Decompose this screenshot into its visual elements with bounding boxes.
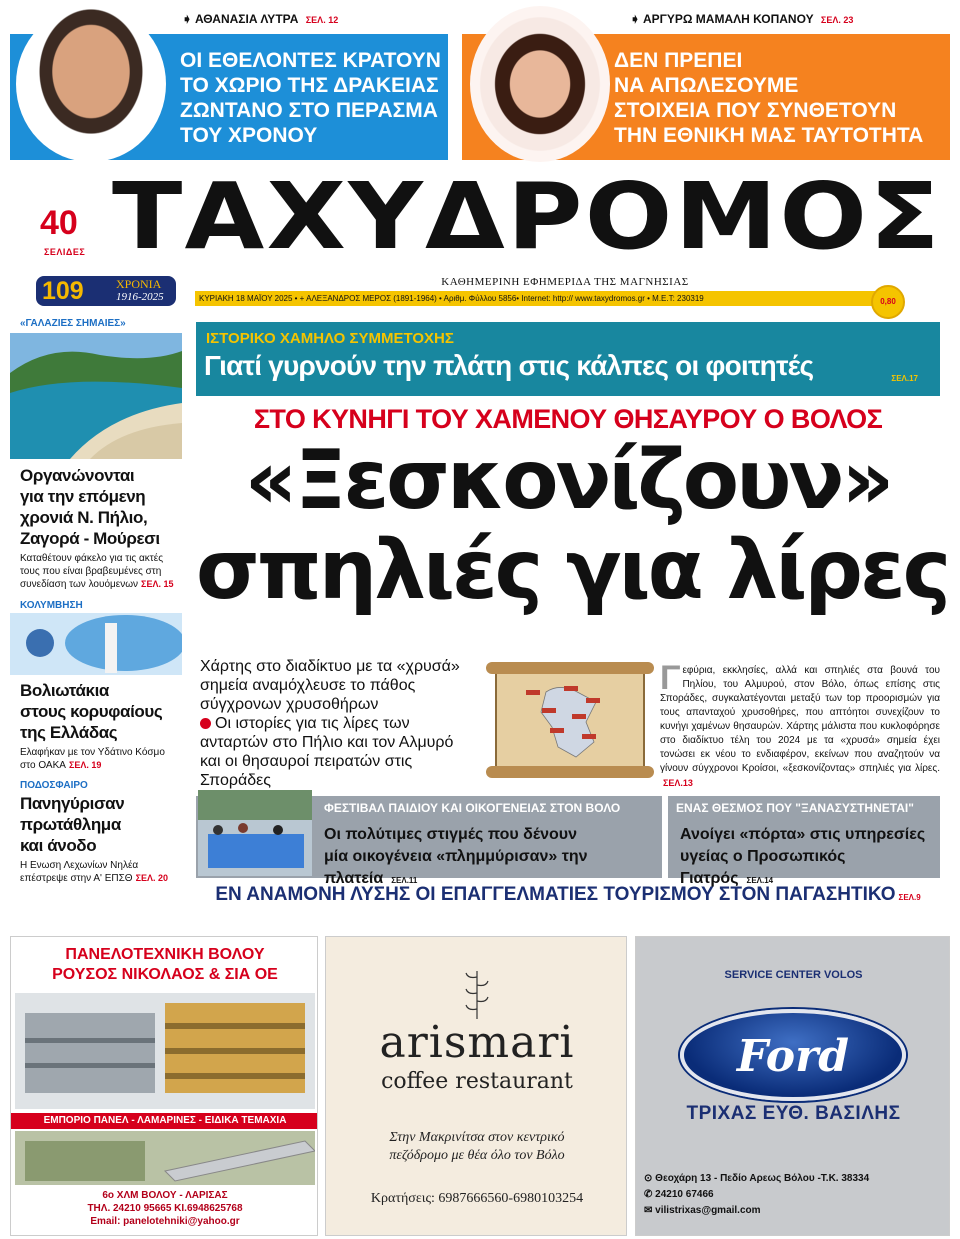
ad1-strip: ΕΜΠΟΡΙΟ ΠΑΝΕΛ - ΛΑΜΑΡΙΝΕΣ - ΕΙΔΙΚΑ ΤΕΜΑΧΙΑ <box>11 1113 318 1129</box>
left-s1-body: Καταθέτουν φάκελο για τις ακτές τους που είναι βραβευμένες στη συνεδίαση των λουόμενων ΣΕΛ. 15 <box>20 553 174 590</box>
banner-headline: Γιατί γυρνούν την πλάτη στις κάλπες οι φοιτητές <box>204 350 814 381</box>
double-arrow-icon: ➧ <box>630 12 641 26</box>
bullet-dot-icon <box>200 718 211 729</box>
main-body-page: ΣΕΛ.13 <box>663 778 693 788</box>
sheets-photo <box>15 1131 315 1185</box>
section-label-football: ΠΟΔΟΣΦΑΙΡΟ <box>20 780 88 791</box>
ford-logo-text: Ford <box>736 1031 850 1082</box>
left-s3-page: ΣΕΛ. 20 <box>135 873 168 883</box>
bottom-headline-page: ΣΕΛ.9 <box>898 893 921 902</box>
feature-doctor-page: ΣΕΛ.14 <box>746 876 774 885</box>
banner-page: ΣΕΛ.17 <box>891 374 918 383</box>
ad2-desc2: πεζόδρομο με θέα όλο τον Βόλο <box>389 1148 565 1163</box>
section-label-swimming: ΚΟΛΥΜΒΗΣΗ <box>20 600 83 611</box>
left-s2-body: Ελαφήκαν με τον Υδάτινο Κόσμο στο ΟΑΚΑ ΣΕΛ. 19 <box>20 747 165 771</box>
teaser-left-page: ΣΕΛ. 12 <box>305 15 339 25</box>
portrait-mamali <box>470 6 610 162</box>
portrait-lytra <box>16 6 166 162</box>
feature-doctor-kicker: ΕΝΑΣ ΘΕΣΜΟΣ ΠΟΥ "ΞΑΝΑΣΥΣΤΗΝΕΤΑΙ" <box>676 801 914 815</box>
feature-doctor[interactable] <box>668 796 940 887</box>
bottom-headline[interactable]: ΕΝ ΑΝΑΜΟΝΗ ΛΥΣΗΣ ΟΙ ΕΠΑΓΓΕΛΜΑΤΙΕΣ ΤΟΥΡΙΣΜΟΥ ΣΤΟΝ ΠΑΓΑΣΗΤΙΚΟ ΣΕΛ.9 <box>215 884 921 905</box>
double-arrow-icon: ➧ <box>182 12 193 26</box>
years-badge <box>36 276 176 306</box>
teaser-left-kicker <box>182 12 338 26</box>
ad-arismari[interactable] <box>325 936 627 1236</box>
ad1-title1: ΠΑΝΕΛΟΤΕΧΝΙΚΗ ΒΟΛΟΥ <box>65 946 265 963</box>
panels-photo <box>15 993 315 1109</box>
ad3-address: Θεοχάρη 13 - Πεδίο Αρεως Βόλου -Τ.Κ. 38334 <box>655 1173 870 1184</box>
main-kicker: ΣΤΟ ΚΥΝΗΓΙ ΤΟΥ ΧΑΜΕΝΟΥ ΘΗΣΑΥΡΟΥ Ο ΒΟΛΟΣ <box>253 404 883 434</box>
years-range: 1916-2025 <box>116 291 164 303</box>
teaser-right-kicker <box>630 12 853 26</box>
teaser-right-name: ΑΡΓΥΡΩ ΜΑΜΑΛΗ ΚΟΠΑΝΟΥ <box>642 12 814 26</box>
drop-cap: Γ <box>660 659 681 697</box>
ad1-title2: ΡΟΥΣΟΣ ΝΙΚΟΛΑΟΣ & ΣΙΑ ΟΕ <box>52 966 278 983</box>
banner-kicker: ΙΣΤΟΡΙΚΟ ΧΑΜΗΛΟ ΣΥΜΜΕΤΟΧΗΣ <box>206 330 454 347</box>
ad-ford[interactable] <box>635 936 950 1236</box>
ad-panelotechniki[interactable] <box>10 936 318 1236</box>
ad2-phone: Κρατήσεις: 6987666560-6980103254 <box>370 1191 584 1206</box>
ad1-email[interactable]: Email: panelotehniki@yahoo.gr <box>90 1216 240 1227</box>
left-s1-headline[interactable]: Οργανώνονται για την επόμενη χρονιά Ν. Πήλιο, Ζαγορά - Μούρεσι <box>20 466 160 548</box>
teaser-right-page: ΣΕΛ. 23 <box>820 15 854 25</box>
ad3-top: SERVICE CENTER VOLOS <box>724 969 863 981</box>
pages-label: ΣΕΛΙΔΕΣ <box>44 247 86 257</box>
main-headline-line1: «Ξεσκονίζουν» <box>244 433 892 528</box>
feature-doctor-headline: Ανοίγει «πόρτα» στις υπηρεσίες υγείας ο Προσωπικός Γιατρός ΣΕΛ.14 <box>680 826 926 887</box>
teaser-left-headline: ΟΙ ΕΘΕΛΟΝΤΕΣ ΚΡΑΤΟΥΝ ΤΟ ΧΩΡΙΟ ΤΗΣ ΔΡΑΚΕΙΑΣ ΖΩΝΤΑΝΟ ΣΤΟ ΠΕΡΑΣΜΑ ΤΟΥ ΧΡΟΝΟΥ <box>180 49 441 147</box>
main-headline-line2: σπηλιές για λίρες <box>196 523 949 618</box>
ad3-phone: 24210 67466 <box>655 1189 714 1200</box>
ad2-desc1: Στην Μακρινίτσα στον κεντρικό <box>389 1130 565 1145</box>
festival-photo <box>198 790 312 876</box>
main-headline[interactable] <box>196 433 949 618</box>
feature-festival-kicker: ΦΕΣΤΙΒΑΛ ΠΑΙΔΙΟΥ ΚΑΙ ΟΙΚΟΓΕΝΕΙΑΣ ΣΤΟΝ ΒΟΛΟ <box>324 801 621 815</box>
newspaper-title[interactable]: ΤΑΧΥΔΡΟΜΟΣ <box>112 163 942 270</box>
left-s1-page: ΣΕΛ. 15 <box>141 579 174 589</box>
pages-count: 40 <box>40 204 78 242</box>
ad1-phone: ΤΗΛ. 24210 95665 ΚΙ.6948625768 <box>87 1203 243 1214</box>
location-icon: ⊙ <box>644 1173 653 1184</box>
years-number: 109 <box>42 277 84 305</box>
left-column <box>10 318 182 885</box>
main-body: Γεφύρια, εκκλησίες, αλλά και σπηλιές στα βουνά του Πηλίου, του Αλμυρού, στον Βόλο, όπως επίσης στις Σποράδες, συγκαλατέγονται μεταξύ των top προορισμών για τους απανταχού χρυσοθήρες, που απτόητοι συνεχίζουν το κυνήγι χαμένων θησαυρών. Χάρτης μάλιστα που κυκλοφόρησε στο διαδίκτυο τέλη του 2024 με τα «χρυσά» σημεία έχει τονώσει εκ νέου το ενδιαφέρον, εκείνων που αναζητούν να γίνουν σύγχρονοι Κροίσοι, «ξεσκονίζοντας» σπηλιές για λίρες. ΣΕΛ.13 <box>660 659 940 788</box>
masthead-subtitle: ΚΑΘΗΜΕΡΙΝΗ ΕΦΗΜΕΡΙΔΑ ΤΗΣ ΜΑΓΝΗΣΙΑΣ <box>441 276 689 288</box>
ad2-brand: arismari <box>379 1017 575 1068</box>
feature-festival[interactable] <box>196 796 662 887</box>
main-lead: Χάρτης στο διαδίκτυο με τα «χρυσά» σημεία αναμόχλευσε το πάθος σύγχρονων χρυσοθήρων Οι ιστορίες για τις λίρες των ανταρτών στο Πήλιο και τον Αλμυρό και οι θησαυροί πειρατών στις Σποράδες <box>200 658 460 789</box>
ad1-address: 6ο ΧΛΜ ΒΟΛΟΥ - ΛΑΡΙΣΑΣ <box>102 1190 228 1201</box>
banner-students[interactable] <box>196 322 940 396</box>
ad3-email[interactable]: vilistrixas@gmail.com <box>655 1205 761 1216</box>
teaser-right-headline: ΔΕΝ ΠΡΕΠΕΙ ΝΑ ΑΠΩΛΕΣΟΥΜΕ ΣΤΟΙΧΕΙΑ ΠΟΥ ΣΥΝΘΕΤΟΥΝ ΤΗΝ ΕΘΝΙΚΗ ΜΑΣ ΤΑΥΤΟΤΗΤΑ <box>614 49 924 147</box>
beach-photo <box>10 333 182 459</box>
treasure-map-image <box>486 662 654 778</box>
teaser-left-name: ΑΘΑΝΑΣΙΑ ΛΥΤΡΑ <box>194 12 299 26</box>
left-s3-body: Η Ενωση Λεχωνίων Νηλέα επέστρεψε στην Α' ΕΠΣΘ ΣΕΛ. 20 <box>20 860 168 884</box>
section-label-blue-flags: «ΓΑΛΑΖΙΕΣ ΣΗΜΑΙΕΣ» <box>20 318 126 329</box>
email-icon: ✉ <box>644 1205 653 1216</box>
phone-icon: ✆ <box>644 1189 653 1200</box>
price-badge: 0,80 <box>871 285 905 319</box>
left-s3-headline[interactable]: Πανηγύρισαν πρωτάθλημα και άνοδο <box>20 794 125 855</box>
ad3-name: ΤΡΙΧΑΣ ΕΥΘ. ΒΑΣΙΛΗΣ <box>686 1103 901 1124</box>
left-s2-headline[interactable]: Βολιωτάκια στους κορυφαίους της Ελλάδας <box>20 681 163 742</box>
masthead-info-bar: ΚΥΡΙΑΚΗ 18 ΜΑΪΟΥ 2025 • + ΑΛΕΞΑΝΔΡΟΣ ΜΕΡΟΣ (1891-1964) • Αριθμ. Φύλλου 5856• Internet: http:// www.taxydromos.gr • Μ.Ε.Τ: 230319 <box>195 291 875 306</box>
feature-festival-headline: Οι πολύτιμες στιγμές που δένουν μία οικογένεια «πλημμύρισαν» την πλατεία ΣΕΛ.11 <box>324 826 588 887</box>
ad2-tag: coffee restaurant <box>381 1069 573 1094</box>
ford-logo <box>680 1009 906 1101</box>
left-s2-page: ΣΕΛ. 19 <box>68 760 102 770</box>
years-label: ΧΡΟΝΙΑ <box>116 277 162 291</box>
swimming-photo <box>10 613 182 675</box>
feature-festival-page: ΣΕΛ.11 <box>391 876 418 885</box>
olive-branch-icon <box>464 967 490 1019</box>
